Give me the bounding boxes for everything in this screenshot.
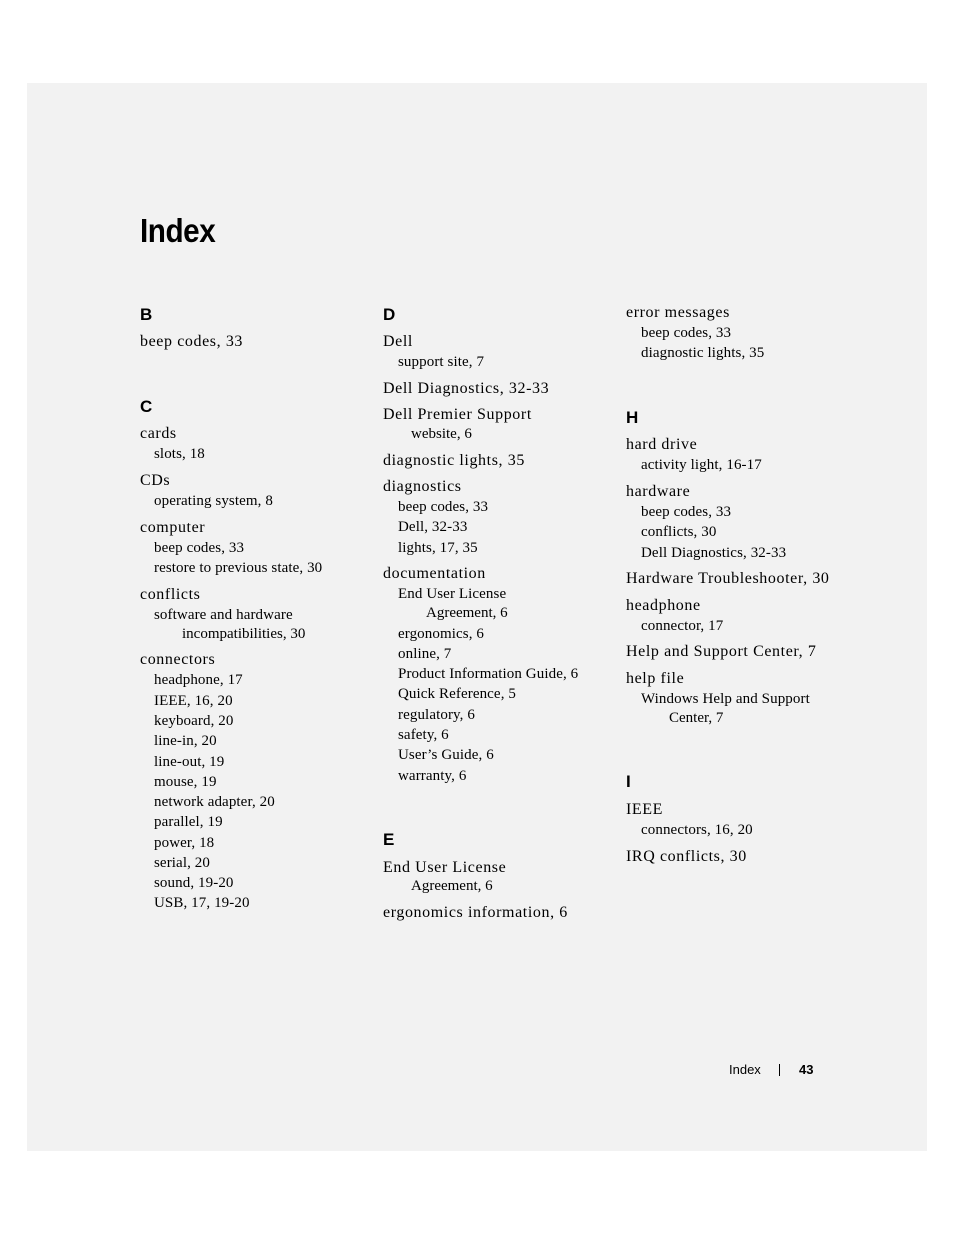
index-entry: conflicts	[140, 586, 201, 603]
index-subentry: restore to previous state, 30	[154, 560, 323, 576]
index-subentry: warranty, 6	[398, 768, 467, 784]
index-subentry: online, 7	[398, 646, 452, 662]
index-subentry: beep codes, 33	[398, 499, 489, 515]
index-subentry: conflicts, 30	[641, 524, 717, 540]
index-subentry: keyboard, 20	[154, 713, 234, 729]
index-subentry: parallel, 19	[154, 814, 223, 830]
index-subentry: beep codes, 33	[154, 540, 245, 556]
index-subentry: Dell, 32-33	[398, 519, 468, 535]
index-subentry: sound, 19-20	[154, 875, 234, 891]
index-subentry: headphone, 17	[154, 672, 243, 688]
index-entry: IRQ conflicts, 30	[626, 848, 747, 865]
index-subentry: activity light, 16-17	[641, 457, 762, 473]
index-subentry: slots, 18	[154, 446, 205, 462]
footer-page-number: 43	[799, 1062, 814, 1077]
index-subentry: power, 18	[154, 835, 215, 851]
index-subentry: IEEE, 16, 20	[154, 693, 233, 709]
index-subentry: beep codes, 33	[641, 325, 732, 341]
index-subentry: beep codes, 33	[641, 504, 732, 520]
index-subentry: support site, 7	[398, 354, 485, 370]
index-entry: documentation	[383, 565, 486, 582]
index-subentry-continuation: incompatibilities, 30	[182, 626, 306, 642]
section-letter-h: H	[626, 408, 639, 427]
index-subentry: network adapter, 20	[154, 794, 275, 810]
index-subentry: Dell Diagnostics, 32-33	[641, 545, 787, 561]
index-subentry: mouse, 19	[154, 774, 217, 790]
index-entry: Hardware Troubleshooter, 30	[626, 570, 830, 587]
index-subentry: operating system, 8	[154, 493, 273, 509]
index-entry: cards	[140, 425, 177, 442]
index-subentry: regulatory, 6	[398, 707, 475, 723]
index-entry-continuation: Agreement, 6	[411, 878, 493, 894]
index-subentry: lights, 17, 35	[398, 540, 478, 556]
index-entry: Help and Support Center, 7	[626, 643, 817, 660]
index-entry: diagnostic lights, 35	[383, 452, 525, 469]
section-letter-b: B	[140, 305, 153, 324]
index-subentry: line-in, 20	[154, 733, 217, 749]
page-title: Index	[140, 212, 216, 249]
index-entry: Dell	[383, 333, 413, 350]
index-entry: Dell Diagnostics, 32-33	[383, 380, 550, 397]
index-subentry: End User License	[398, 586, 507, 602]
index-entry: error messages	[626, 304, 730, 321]
index-subentry: serial, 20	[154, 855, 210, 871]
footer-divider	[779, 1064, 780, 1076]
index-entry: hardware	[626, 483, 691, 500]
index-entry-continuation: website, 6	[411, 426, 472, 442]
index-entry: headphone	[626, 597, 701, 614]
index-subentry: Product Information Guide, 6	[398, 666, 579, 682]
index-subentry: connectors, 16, 20	[641, 822, 753, 838]
index-entry: diagnostics	[383, 478, 462, 495]
index-entry: IEEE	[626, 801, 664, 818]
index-entry: beep codes, 33	[140, 333, 244, 350]
index-subentry: User’s Guide, 6	[398, 747, 494, 763]
index-entry: computer	[140, 519, 206, 536]
index-subentry-continuation: Agreement, 6	[426, 605, 508, 621]
section-letter-d: D	[383, 305, 396, 324]
index-subentry: Quick Reference, 5	[398, 686, 516, 702]
index-subentry: diagnostic lights, 35	[641, 345, 765, 361]
index-subentry-continuation: Center, 7	[669, 710, 724, 726]
index-entry: hard drive	[626, 436, 698, 453]
index-subentry: line-out, 19	[154, 754, 225, 770]
section-letter-c: C	[140, 397, 153, 416]
index-entry: CDs	[140, 472, 171, 489]
index-entry: Dell Premier Support	[383, 406, 532, 423]
section-letter-i: I	[626, 772, 631, 791]
index-subentry: safety, 6	[398, 727, 449, 743]
index-subentry: connector, 17	[641, 618, 724, 634]
index-subentry: software and hardware	[154, 607, 293, 623]
index-subentry: Windows Help and Support	[641, 691, 810, 707]
index-entry: connectors	[140, 651, 216, 668]
index-entry: End User License	[383, 859, 507, 876]
footer-section-label: Index	[729, 1062, 761, 1077]
index-entry: help file	[626, 670, 685, 687]
index-subentry: USB, 17, 19-20	[154, 895, 250, 911]
section-letter-e: E	[383, 830, 395, 849]
index-subentry: ergonomics, 6	[398, 626, 485, 642]
index-entry: ergonomics information, 6	[383, 904, 568, 921]
